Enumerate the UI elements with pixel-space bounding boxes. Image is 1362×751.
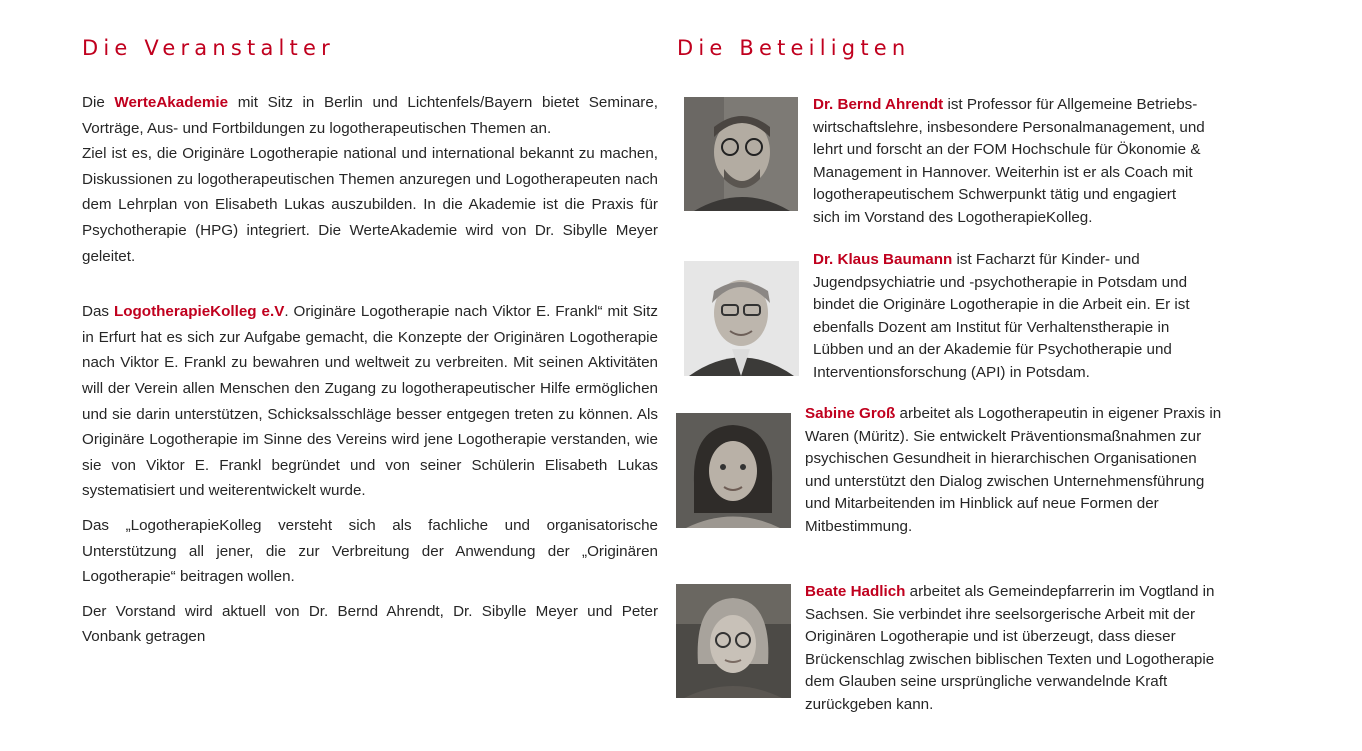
- beate-hadlich-photo: [676, 584, 791, 698]
- kolleg-intro: Das LogotherapieKolleg e.V. Originäre Logotherapie nach Viktor E. Frankl“ mit Sitz in Erfurt hat es sich zur Aufgabe gemacht, die Konzepte der Originären Logotherapie nach Viktor E. Frankl zu bewahren und weltweit zu verbreiten. Mit seinen Aktivitäten will der Verein allen Menschen den Zugang zu logotherapeutischer Hilfe ermöglichen und sie darin unterstützen, Schicksalsschläge besser entgegen treten zu können. Als Originäre Logotherapie im Sinne des Vereins wird jene Logotherapie verstanden, wie sie von Viktor E. Frankl begründet und von seiner Schülerin Elisabeth Lukas systematisiert und weiterentwickelt wurde.: [82, 303, 658, 500]
- beteiligte-heading: Die Beteiligten: [677, 36, 911, 60]
- kolleg-purpose: Das „LogotherapieKolleg versteht sich als fachliche und organisatorische Unterstützung all jener, die zur Verbreitung der Anwendung der „Originären Logotherapie“ beitragen wollen.: [82, 516, 658, 586]
- kolleg-name: LogotherapieKolleg e.V: [113, 303, 285, 321]
- person-name: Dr. Bernd Ahrendt: [813, 96, 944, 113]
- sabine-gross-photo: [676, 413, 791, 528]
- klaus-baumann-bio: Dr. Klaus Baumann ist Facharzt für Kinder- und Jugendpsychiatrie und -psychotherapie in Potsdam und bindet die Originäre Logotherapie in die Arbeit ein. Er ist ebenfalls Dozent am Institut für Verhaltenstherapie in Lübben und an der Akademie für Psychotherapie und Interventionsforschung (API) in Potsdam.: [813, 251, 1190, 381]
- person-name: Beate Hadlich: [805, 583, 906, 600]
- person-name: Sabine Groß: [805, 405, 896, 422]
- sabine-gross-bio: Sabine Groß arbeitet als Logotherapeutin in eigener Praxis in Waren (Müritz). Sie entwickelt Präventionsmaßnahmen zur psychischen Gesundheit in hierarchischen Organisationen und unterstützt den Dialog zwischen Unternehmensführung und Mitarbeitenden im Hinblick auf neue Formen der Mitbestimmung.: [805, 405, 1222, 535]
- beate-hadlich-bio: Beate Hadlich arbeitet als Gemeindepfarrerin im Vogtland in Sachsen. Sie verbindet ihre seelsorgerische Arbeit mit der Originären Logotherapie und ist überzeugt, dass dieser Brückenschlag zwischen biblischen Texten und Logotherapie dem Glauben seine ursprüngliche verwandelnde Kraft zurückgeben kann.: [805, 583, 1215, 713]
- bernd-ahrendt-bio: Dr. Bernd Ahrendt ist Professor für Allgemeine Betriebs- wirtschaftslehre, insbesondere Personalmanagement, und lehrt und forscht an der FOM Hochschule für Ökonomie & Management in Hannover. Weiterhin ist er als Coach mit logotherapeutischem Schwerpunkt tätig und engagiert sich im Vorstand des LogotherapieKolleg.: [813, 96, 1205, 226]
- werteakademie-intro: Die WerteAkademie mit Sitz in Berlin und Lichtenfels/Bayern bietet Seminare, Vorträge, Aus- und Fortbildungen zu logotherapeutischen Themen an.: [82, 94, 658, 137]
- veranstalter-text: [82, 90, 658, 650]
- veranstalter-heading: Die Veranstalter: [82, 36, 335, 60]
- werteakademie-name: WerteAkademie: [114, 94, 229, 111]
- werteakademie-goal: Ziel ist es, die Originäre Logotherapie national und international bekannt zu machen, Diskussionen zu logotherapeutischen Themen anzuregen und Logotherapeuten nach dem Lehrplan von Elisabeth Lukas auszubilden. In die Akademie ist die Praxis für Psychotherapie (HPG) integriert. Die WerteAkademie wird von Dr. Sibylle Meyer geleitet.: [82, 145, 658, 265]
- klaus-baumann-photo: [684, 261, 799, 376]
- bernd-ahrendt-photo: [684, 97, 798, 211]
- vorstand-text: Der Vorstand wird aktuell von Dr. Bernd Ahrendt, Dr. Sibylle Meyer und Peter Vonbank getragen: [82, 602, 658, 646]
- person-name: Dr. Klaus Baumann: [813, 251, 953, 268]
